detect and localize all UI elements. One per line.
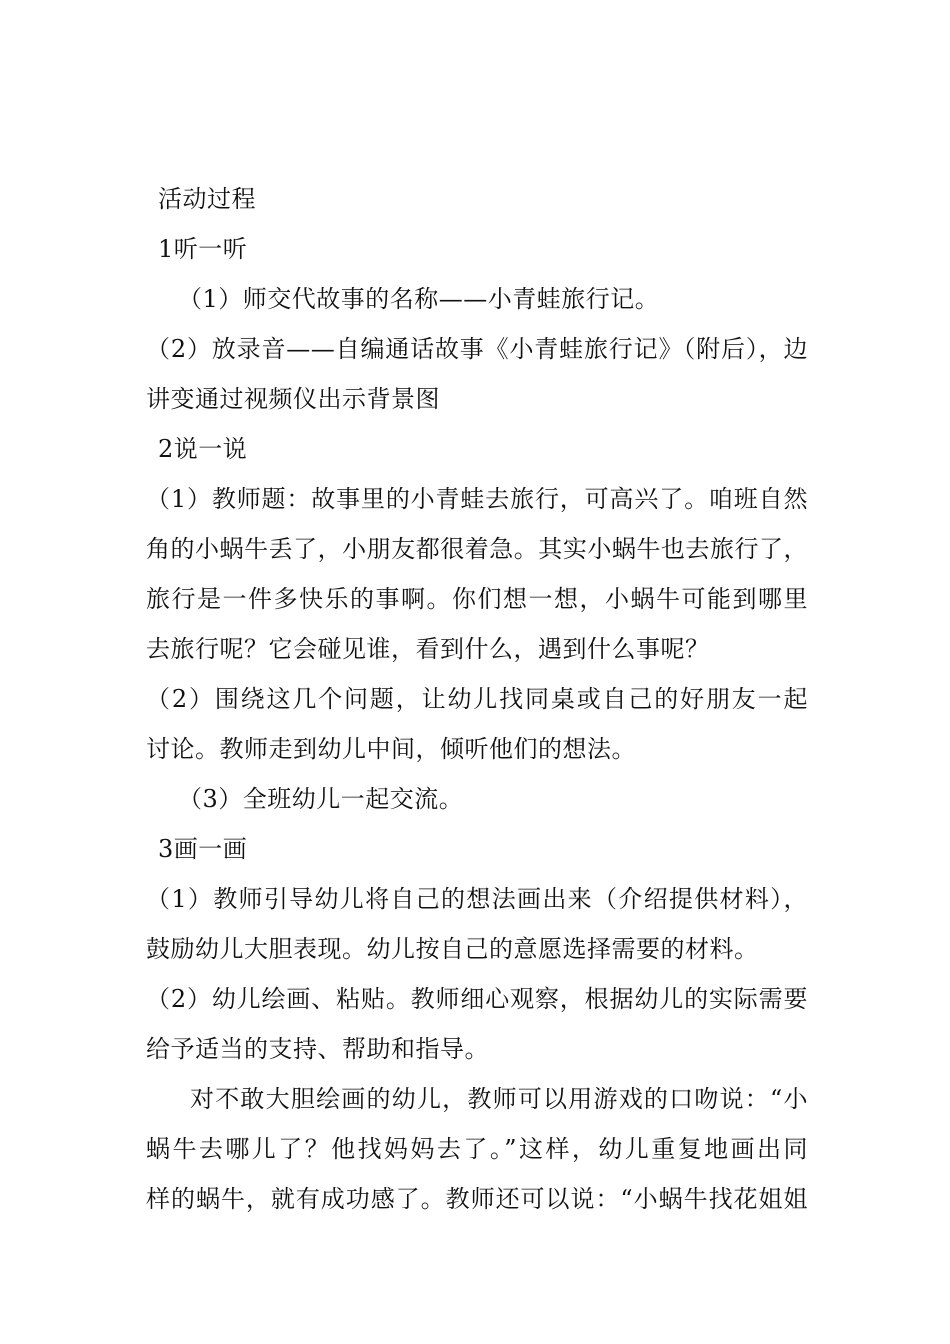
paragraph-line: 讲变通过视频仪出示背景图: [146, 385, 440, 413]
paragraph-line: （3）全班幼儿一起交流。: [178, 785, 464, 813]
paragraph-line: （1）教师题：故事里的小青蛙去旅行，可高兴了。咱班自然: [146, 485, 808, 513]
paragraph-line: （2）放录音——自编通话故事《小青蛙旅行记》（附后），边: [146, 335, 808, 363]
paragraph-line: 样的蜗牛，就有成功感了。教师还可以说：“小蜗牛找花姐姐: [146, 1185, 808, 1213]
paragraph-line: 给予适当的支持、帮助和指导。: [146, 1035, 489, 1063]
subheading-draw: 3画一画: [158, 835, 248, 863]
section-heading-activity-process: 活动过程: [158, 185, 256, 213]
paragraph-line: 旅行是一件多快乐的事啊。你们想一想，小蜗牛可能到哪里: [146, 585, 808, 613]
paragraph-line: 讨论。教师走到幼儿中间，倾听他们的想法。: [146, 735, 636, 763]
paragraph-line: （2）幼儿绘画、粘贴。教师细心观察，根据幼儿的实际需要: [146, 985, 808, 1013]
subheading-speak: 2说一说: [158, 435, 248, 463]
paragraph-line: （1）教师引导幼儿将自己的想法画出来（介绍提供材料），: [146, 885, 808, 913]
subheading-listen: 1听一听: [158, 235, 248, 263]
paragraph-line: 对不敢大胆绘画的幼儿，教师可以用游戏的口吻说：“小: [190, 1085, 808, 1113]
paragraph-line: 蜗牛去哪儿了？他找妈妈去了。”这样，幼儿重复地画出同: [146, 1135, 808, 1163]
paragraph-line: 去旅行呢？它会碰见谁，看到什么，遇到什么事呢？: [146, 635, 710, 663]
paragraph-line: 鼓励幼儿大胆表现。幼儿按自己的意愿选择需要的材料。: [146, 935, 759, 963]
paragraph-line: 角的小蜗牛丢了，小朋友都很着急。其实小蜗牛也去旅行了，: [146, 535, 808, 563]
paragraph-line: （2）围绕这几个问题，让幼儿找同桌或自己的好朋友一起: [146, 685, 808, 713]
paragraph-line: （1）师交代故事的名称——小青蛙旅行记。: [178, 285, 660, 313]
